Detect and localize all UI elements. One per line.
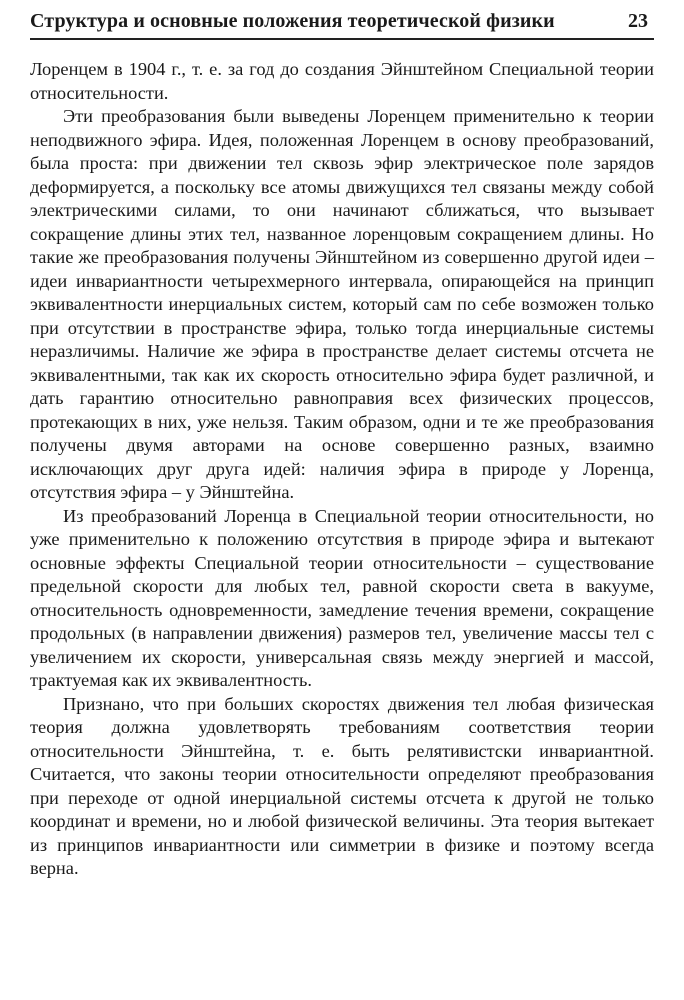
paragraph-relativity-effects: Из преобразований Лоренца в Специальной теории относительности, но уже применительно к положению отсутствия в природе эфира и вытекают основные эффекты Специальной теории относительности – существование предельной скорости для любых тел, равной скорости света в вакууме, относительность одновременности, замедление течения времени, сокращение продольных (в направлении движения) размеров тел, увеличение массы тел с увеличением их скорости, универсальная связь между энергией и массой, трактуемая как их эквивалентность. [30,505,654,690]
paragraph-continuation: Лоренцем в 1904 г., т. е. за год до создания Эйнштейном Специальной теории относительности. [30,59,654,103]
paragraph-relativistic-invariance: Признано, что при больших скоростях движения тел любая физическая теория должна удовлетворять требованиям соответствия теории относительности Эйнштейна, т. е. быть релятивистски инвариантной. Считается, что законы теории относительности определяют преобразования при переходе от одной инерциальной системы отсчета к другой не только координат и времени, но и любой физической величины. Эта теория вытекает из принципов инвариантности или симметрии в физике и поэтому всегда верна. [30,693,654,878]
running-header [30,6,654,40]
paragraph-lorentz-transformations: Эти преобразования были выведены Лоренцем применительно к теории неподвижного эфира. Идея, положенная Лоренцем в основу преобразований, была проста: при движении тел сквозь эфир электрическое поле зарядов деформируется, а поскольку все атомы движущихся тел связаны между собой электрическими силами, то они начинают сближаться, что вызывает сокращение длины этих тел, названное лоренцовым сокращением длины. Но такие же преобразования получены Эйнштейном из совершенно другой идеи – идеи инвариантности четырехмерного интервала, опирающейся на принцип эквивалентности инерциальных систем, который сам по себе возможен только при отсутствии в пространстве эфира, только тогда инерциальные системы неразличимы. Наличие же эфира в пространстве делает системы отсчета не эквивалентными, так как их скорость относительно эфира будет различной, и дать гарантию относительно равноправия всех физических процессов, протекающих в них, уже нельзя. Таким образом, одни и те же преобразования получены двумя авторами на основе совершенно разных, взаимно исключающих друг друга идей: наличия эфира в природе у Лоренца, отсутствия эфира – у Эйнштейна. [30,106,654,502]
running-header-title: Структура и основные положения теоретической физики [30,10,555,32]
page-body [30,58,654,881]
page-number: 23 [628,10,648,32]
